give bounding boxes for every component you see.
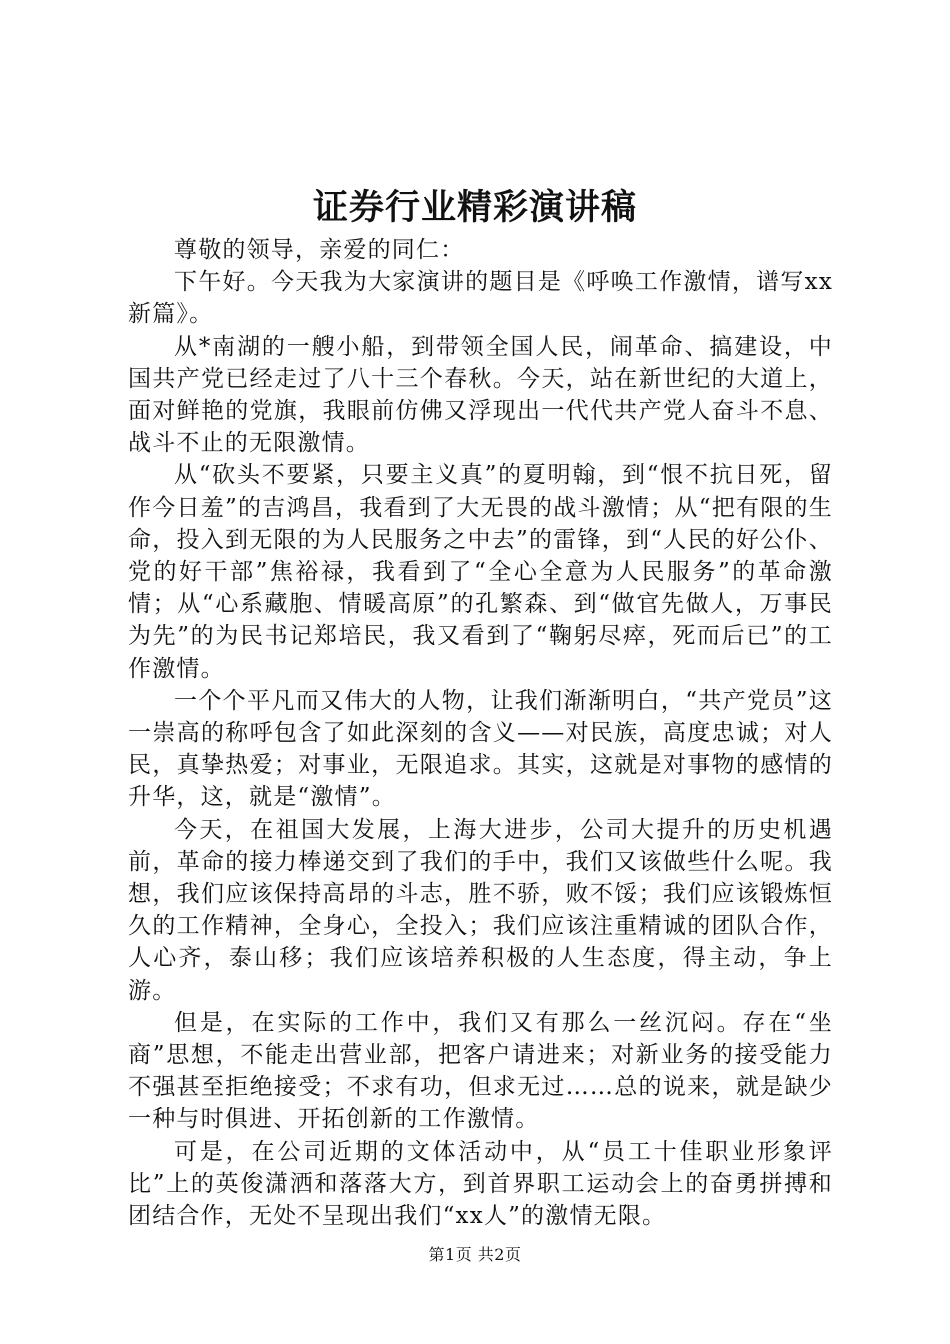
document-title: 证券行业精彩演讲稿 (312, 187, 637, 228)
document-body (128, 234, 833, 1232)
paragraph-history: 从*南湖的一艘小船，到带领全国人民，闹革命、搞建设，中国共产党已经走过了八十三个春秋。今天，站在新世纪的大道上，面对鲜艳的党旗，我眼前仿佛又浮现出一代代共产党人奋斗不息、战斗不止的无限激情。 (128, 333, 833, 457)
paragraph-meaning: 一个个平凡而又伟大的人物，让我们渐渐明白，“共产党员”这一崇高的称呼包含了如此深刻的含义——对民族，高度忠诚；对人民，真挚热爱；对事业，无限追求。其实，这就是对事物的感情的升华，这，就是“激情”。 (128, 687, 833, 811)
salutation: 尊敬的领导，亲爱的同仁： (174, 237, 465, 263)
paragraph-greeting: 下午好。今天我为大家演讲的题目是《呼唤工作激情，谱写xx新篇》。 (128, 269, 833, 328)
page-number-footer: 第1页 共2页 (428, 1245, 522, 1264)
paragraph-heroes: 从“砍头不要紧，只要主义真”的夏明翰，到“恨不抗日死，留作今日羞”的吉鸿昌，我看到了大无畏的战斗激情；从“把有限的生命，投入到无限的为人民服务之中去”的雷锋，到“人民的好公仆、党的好干部”焦裕禄，我看到了“全心全意为人民服务”的革命激情；从“心系藏胞、情暖高原”的孔繁森、到“做官先做人，万事民为先”的为民书记郑培民，我又看到了“鞠躬尽瘁，死而后已”的工作激情。 (128, 462, 833, 682)
paragraph-activities: 可是，在公司近期的文体活动中，从“员工十佳职业形象评比”上的英俊潇洒和落落大方，到首界职工运动会上的奋勇拼搏和团结合作，无处不呈现出我们“xx人”的激情无限。 (128, 1138, 833, 1230)
paragraph-today: 今天，在祖国大发展，上海大进步，公司大提升的历史机遇前，革命的接力棒递交到了我们的手中，我们又该做些什么呢。我想，我们应该保持高昂的斗志，胜不骄，败不馁；我们应该锻炼恒久的工作精神，全身心，全投入；我们应该注重精诚的团队合作，人心齐，泰山移；我们应该培养积极的人生态度，得主动，争上游。 (128, 816, 833, 1004)
paragraph-problems: 但是，在实际的工作中，我们又有那么一丝沉闷。存在“坐商”思想，不能走出营业部，把客户请进来；对新业务的接受能力不强甚至拒绝接受；不求有功，但求无过……总的说来，就是缺少一种与时俱进、开拓创新的工作激情。 (128, 1009, 833, 1133)
